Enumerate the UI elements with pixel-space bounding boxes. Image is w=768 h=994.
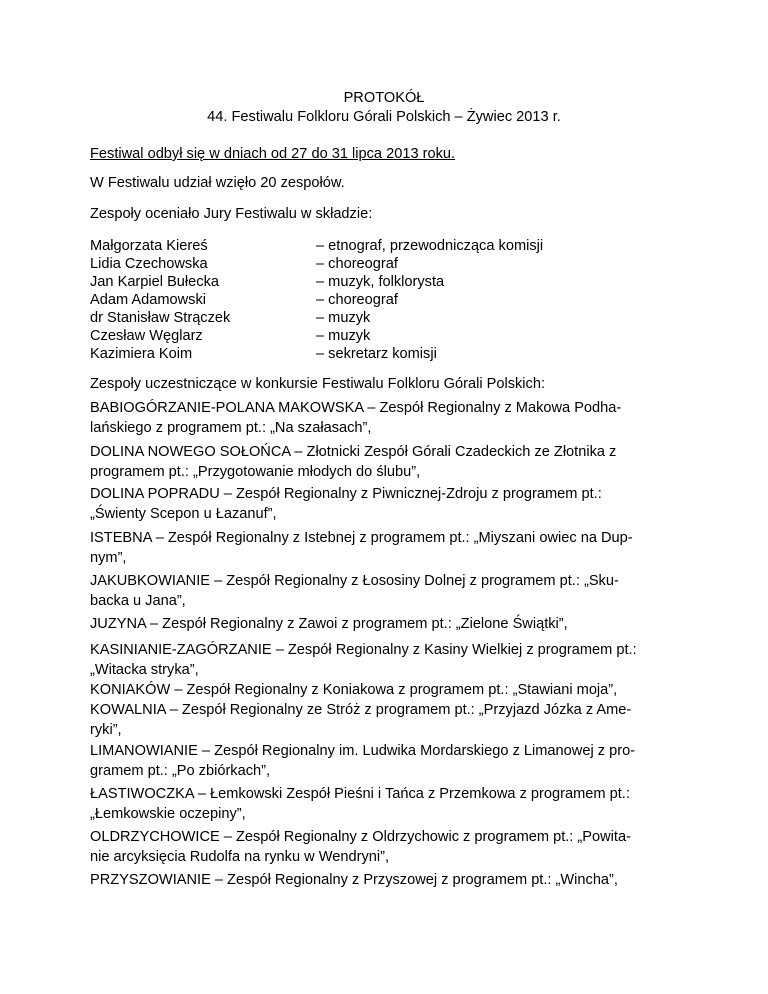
list-item xyxy=(90,785,680,824)
list-item-line: lańskiego z programem pt.: „Na szałasach”, xyxy=(90,419,372,436)
participants-count: W Festiwalu udział wzięło 20 zespołów. xyxy=(90,175,345,191)
jury-member-name: Czesław Węglarz xyxy=(90,328,203,344)
jury-member-name: Jan Karpiel Bułecka xyxy=(90,274,219,290)
list-item-line: nym”, xyxy=(90,549,127,566)
jury-member-role: – choreograf xyxy=(316,292,398,308)
list-item-line: DOLINA POPRADU – Zespół Regionalny z Piwnicznej-Zdroju z programem pt.: xyxy=(90,486,602,502)
groups-intro: Zespoły uczestniczące w konkursie Festiwalu Folkloru Górali Polskich: xyxy=(90,376,546,392)
jury-member-name: Kazimiera Koim xyxy=(90,346,193,362)
jury-member-role: – choreograf xyxy=(316,256,398,272)
list-item-line: KONIAKÓW – Zespół Regionalny z Koniakowa z programem pt.: „Stawiani moja”, xyxy=(90,682,618,698)
jury-member-name: Lidia Czechowska xyxy=(90,256,208,272)
list-item xyxy=(90,742,680,781)
jury-intro: Zespoły oceniało Jury Festiwalu w składzie: xyxy=(90,206,373,222)
list-item xyxy=(90,871,680,891)
list-item-line: backa u Jana”, xyxy=(90,592,186,609)
list-item xyxy=(90,572,680,611)
list-item-line: ryki”, xyxy=(90,721,122,738)
jury-member-name: Małgorzata Kiereś xyxy=(90,238,208,254)
festival-dates: Festiwal odbył się w dniach od 27 do 31 lipca 2013 roku. xyxy=(90,146,456,162)
list-item xyxy=(90,443,680,482)
jury-member-role: – muzyk, folklorysta xyxy=(316,274,445,290)
list-item xyxy=(90,485,680,524)
list-item-line: „Świenty Scepon u Łazanuf”, xyxy=(90,505,277,522)
jury-member-role: – muzyk xyxy=(316,328,371,344)
list-item-line: nie arcyksięcia Rudolfa na rynku w Wendryni”, xyxy=(90,848,390,865)
list-item xyxy=(90,701,680,740)
list-item-line: OLDRZYCHOWICE – Zespół Regionalny z Oldrzychowic z programem pt.: „Powita- xyxy=(90,829,631,845)
jury-member-role: – etnograf, przewodnicząca komisji xyxy=(316,238,544,254)
jury-member-role: – muzyk xyxy=(316,310,371,326)
document-subtitle: 44. Festiwalu Folkloru Górali Polskich – Żywiec 2013 r. xyxy=(207,109,561,125)
list-item-line: PRZYSZOWIANIE – Zespół Regionalny z Przyszowej z programem pt.: „Wincha”, xyxy=(90,872,618,888)
list-item-line: KASINIANIE-ZAGÓRZANIE – Zespół Regionalny z Kasiny Wielkiej z programem pt.: xyxy=(90,642,637,658)
list-item xyxy=(90,681,680,701)
list-item xyxy=(90,615,680,635)
list-item-line: „Łemkowskie oczepiny”, xyxy=(90,805,246,822)
list-item-line: JUZYNA – Zespół Regionalny z Zawoi z programem pt.: „Zielone Świątki”, xyxy=(90,616,568,632)
list-item-line: ISTEBNA – Zespół Regionalny z Istebnej z programem pt.: „Miyszani owiec na Dup- xyxy=(90,530,633,546)
jury-member-name: dr Stanisław Strączek xyxy=(90,310,231,326)
jury-member-role: – sekretarz komisji xyxy=(316,346,437,362)
document-title: PROTOKÓŁ xyxy=(343,90,425,106)
list-item-line: programem pt.: „Przygotowanie młodych do ślubu”, xyxy=(90,463,421,480)
list-item xyxy=(90,399,680,438)
list-item-line: ŁASTIWOCZKA – Łemkowski Zespół Pieśni i Tańca z Przemkowa z programem pt.: xyxy=(90,786,630,802)
jury-member-name: Adam Adamowski xyxy=(90,292,206,308)
list-item-line: „Witacka stryka”, xyxy=(90,661,199,678)
list-item xyxy=(90,641,680,680)
list-item xyxy=(90,529,680,568)
list-item xyxy=(90,828,680,867)
list-item-line: BABIOGÓRZANIE-POLANA MAKOWSKA – Zespół Regionalny z Makowa Podha- xyxy=(90,400,622,416)
list-item-line: LIMANOWIANIE – Zespół Regionalny im. Ludwika Mordarskiego z Limanowej z pro- xyxy=(90,743,636,759)
list-item-line: KOWALNIA – Zespół Regionalny ze Stróż z programem pt.: „Przyjazd Józka z Ame- xyxy=(90,702,632,718)
list-item-line: DOLINA NOWEGO SOŁOŃCA – Złotnicki Zespół Górali Czadeckich ze Złotnika z xyxy=(90,444,617,460)
list-item-line: gramem pt.: „Po zbiórkach”, xyxy=(90,762,271,779)
list-item-line: JAKUBKOWIANIE – Zespół Regionalny z Łososiny Dolnej z programem pt.: „Sku- xyxy=(90,573,619,589)
